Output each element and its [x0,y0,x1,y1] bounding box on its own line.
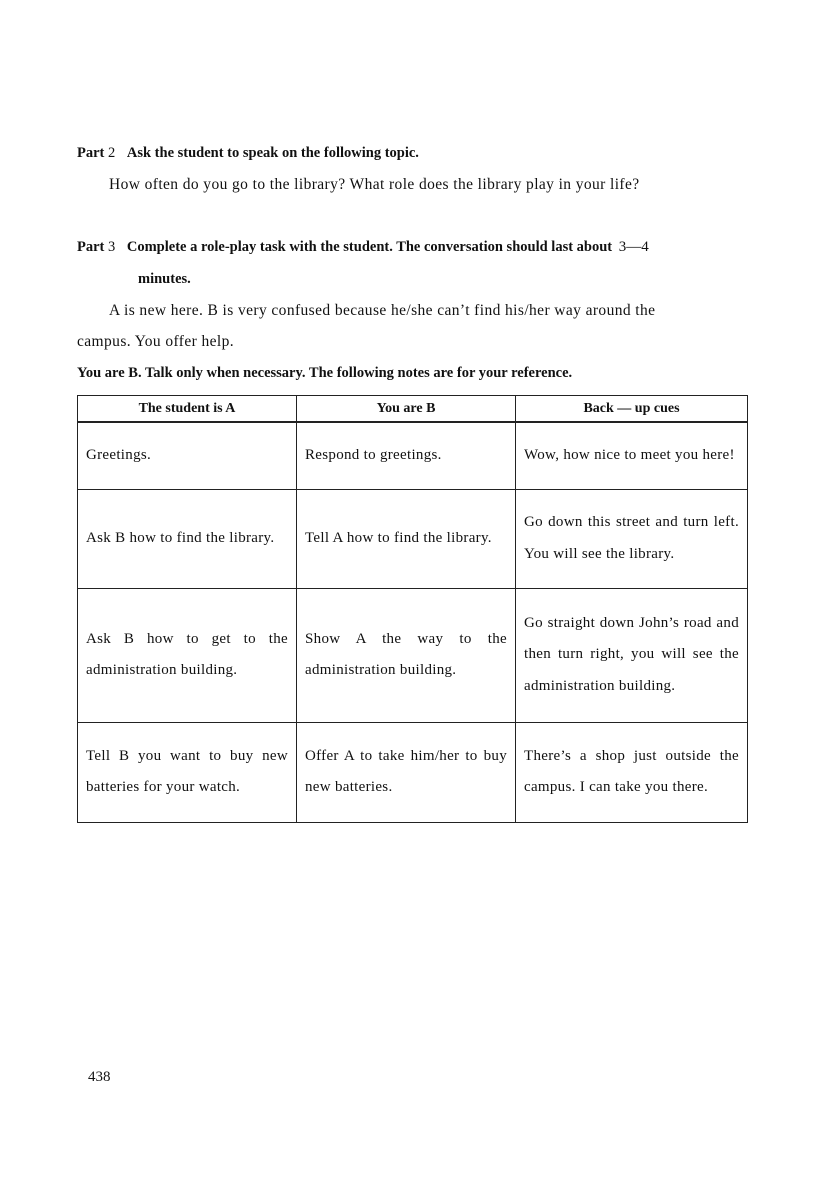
roleplay-table [77,395,748,823]
header-student-a: The student is A [78,396,297,423]
part3-label: Part 3 [77,239,116,255]
cell-student-a: Tell B you want to buy new batteries for your watch. [78,722,297,822]
cell-you-are-b: Respond to greetings. [297,422,516,489]
cell-backup-cue: There’s a shop just outside the campus. I can take you there. [516,722,748,822]
cell-backup-cue: Wow, how nice to meet you here! [516,422,748,489]
cell-student-a: Ask B how to get to the administration building. [78,588,297,722]
table-row [78,489,748,588]
cell-backup-cue: Go straight down John’s road and then turn right, you will see the administration building. [516,588,748,722]
part3-instruction-cont: minutes. [138,271,191,287]
cell-student-a: Ask B how to find the library. [78,489,297,588]
cell-you-are-b: Tell A how to find the library. [297,489,516,588]
part3-notes: You are B. Talk only when necessary. The following notes are for your reference. [77,365,573,381]
header-you-are-b: You are B [297,396,516,423]
cell-you-are-b: Offer A to take him/her to buy new batteries. [297,722,516,822]
table-row [78,422,748,489]
part2-label: Part 2 [77,145,116,161]
part3-duration: 3—4 [618,239,649,255]
table-row [78,722,748,822]
part3-instruction: Complete a role-play task with the student. The conversation should last about [126,239,613,255]
part2-topic: How often do you go to the library? What role does the library play in your life? [109,176,640,193]
part3-scenario-line1: A is new here. B is very confused because he/she can’t find his/her way around the [109,302,656,319]
header-backup-cues: Back — up cues [516,396,748,423]
table-header-row [78,396,748,423]
cell-backup-cue: Go down this street and turn left. You will see the library. [516,489,748,588]
cell-student-a: Greetings. [78,422,297,489]
part2-heading [77,145,419,162]
table-row [78,588,748,722]
part3-scenario-line2: campus. You offer help. [77,333,235,350]
cell-you-are-b: Show A the way to the administration building. [297,588,516,722]
part2-instruction: Ask the student to speak on the following topic. [126,145,419,161]
part3-heading [77,239,749,256]
page-number: 438 [88,1069,111,1085]
